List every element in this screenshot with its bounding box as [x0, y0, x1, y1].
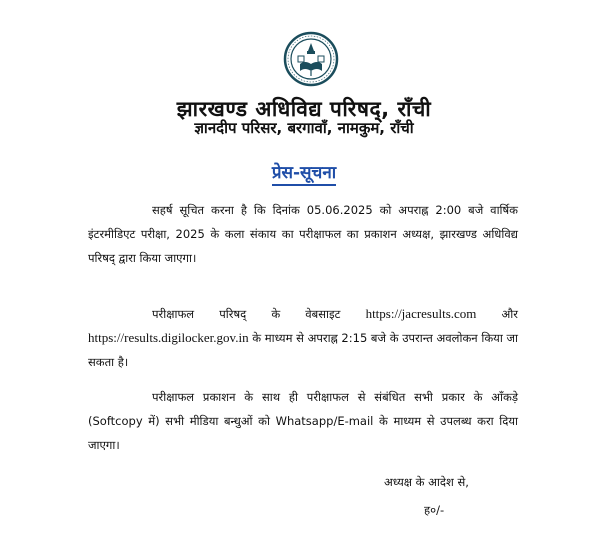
emblem-icon — [283, 31, 339, 87]
notice-title — [0, 160, 608, 183]
notice-paragraph-1: सहर्ष सूचित करना है कि दिनांक 05.06.2025 को अपराह्न 2:00 बजे वार्षिक इंटरमीडिएट परीक्षा, 2025 के कला संकाय का परीक्षाफल का प्रकाशन अध्यक्ष, झारखण्ड अधिविद्य परिषद् द्वारा किया जाएगा। — [88, 203, 518, 265]
paragraph-2-text-1: परीक्षाफल परिषद् के वेबसाइट — [152, 307, 366, 321]
organization-address: ज्ञानदीप परिसर, बरगावाँ, नामकुम, राँची — [194, 119, 414, 137]
notice-title-text: प्रेस-सूचना — [272, 163, 336, 186]
paragraph-2-text-3: के माध्यम से अपराह्न 2:15 बजे के उपरान्त अवलोकन किया जा सकता है। — [88, 331, 518, 369]
organization-name: झारखण्ड अधिविद्य परिषद्, राँची — [176, 97, 432, 121]
signature-order-line: अध्यक्ष के आदेश से, — [384, 475, 469, 489]
digilocker-url: https://results.digilocker.gov.in — [88, 330, 249, 345]
notice-paragraph-3: परीक्षाफल प्रकाशन के साथ ही परीक्षाफल से संबंधित सभी प्रकार के आँकड़े (Softcopy में) सभी मीडिया बन्धुओं को Whatsapp/E-mail के माध्यम से उपलब्ध करा दिया जाएगा। — [88, 390, 518, 452]
council-seal — [283, 31, 339, 87]
paragraph-2-text-2: और — [476, 307, 518, 321]
jacresults-url: https://jacresults.com — [365, 306, 477, 321]
signature-mark: ह०/- — [424, 503, 445, 517]
notice-paragraph-2 — [88, 302, 518, 374]
